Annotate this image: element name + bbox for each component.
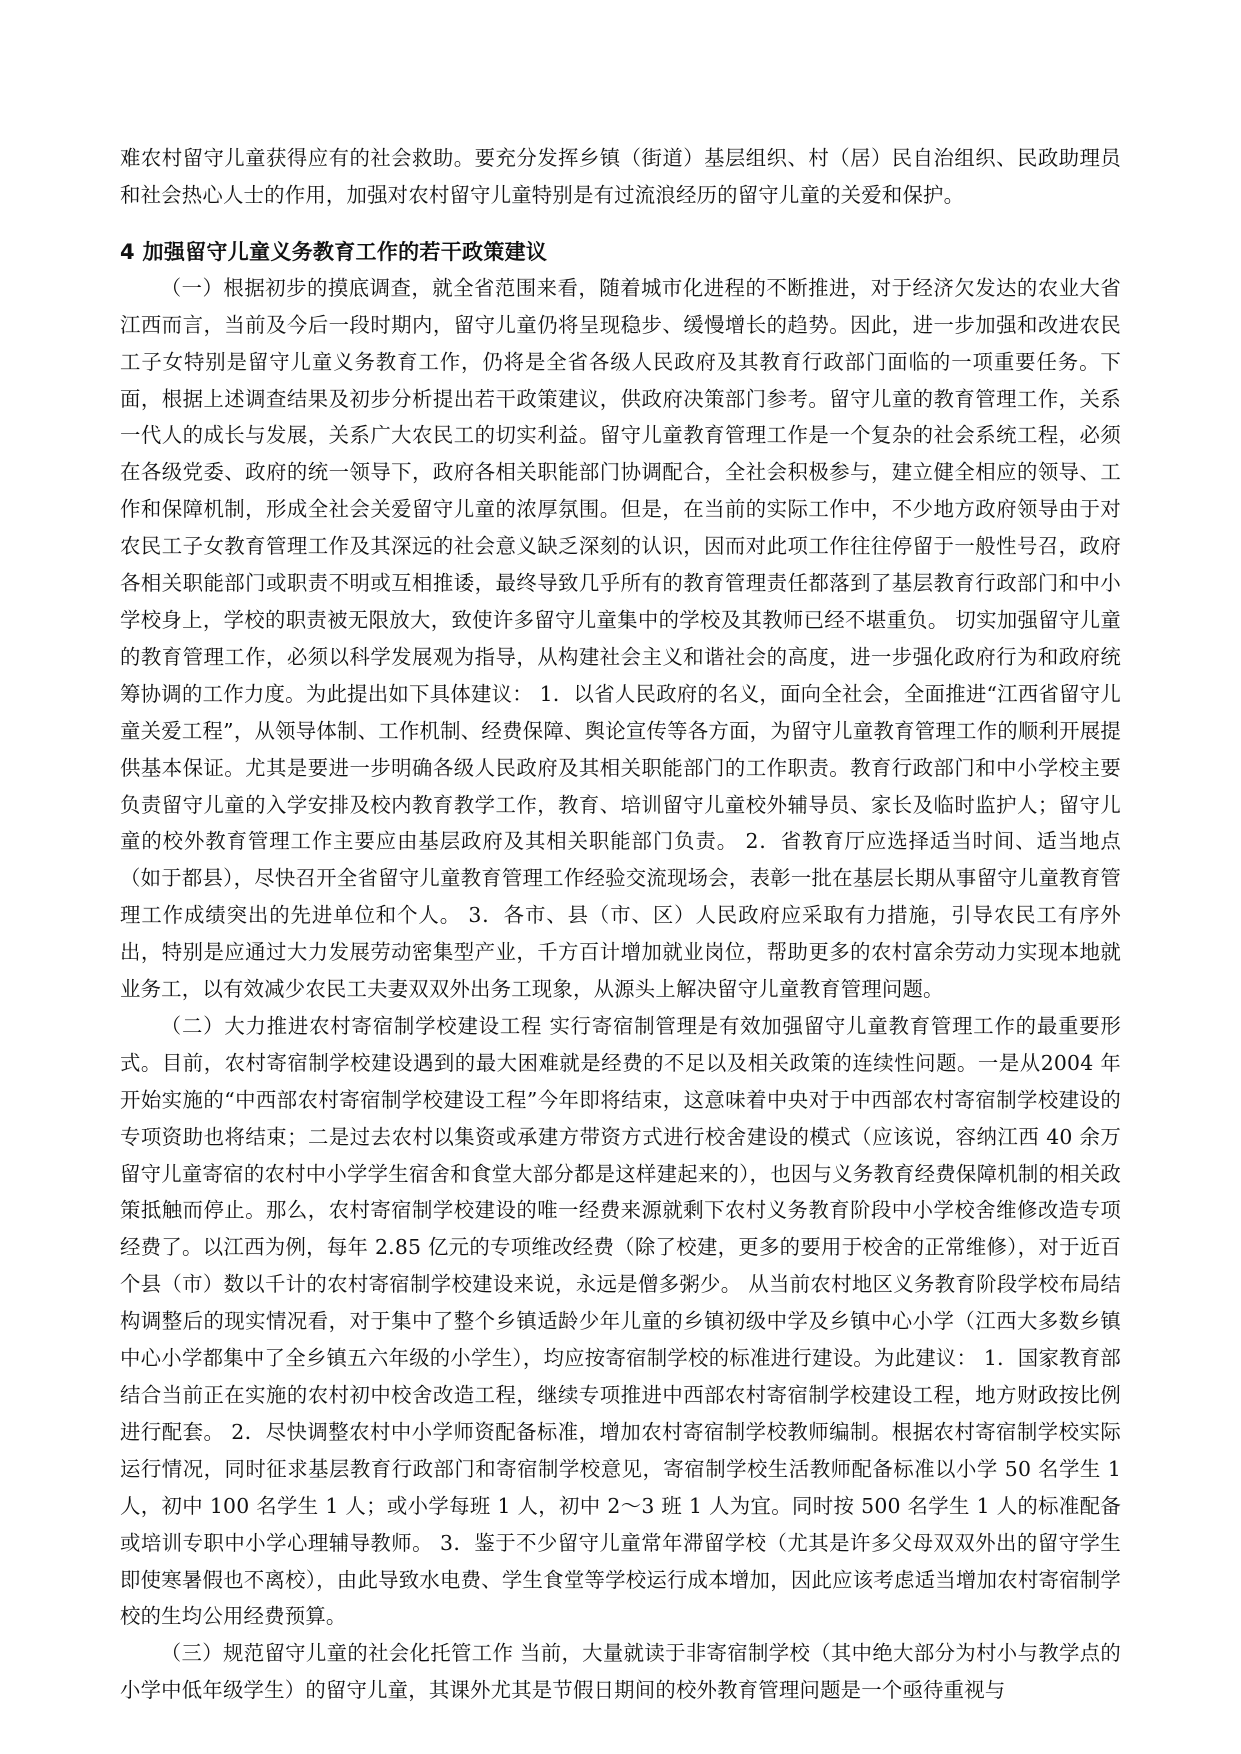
paragraph-3: （三）规范留守儿童的社会化托管工作 当前，大量就读于非寄宿制学校（其中绝大部分为村小与教学点的小学中低年级学生）的留守儿童，其课外尤其是节假日期间的校外教育管理问题是一个亟待重视与 xyxy=(120,1641,1121,1703)
continuation-paragraph: 难农村留守儿童获得应有的社会救助。要充分发挥乡镇（街道）基层组织、村（居）民自治组织、民政助理员和社会热心人士的作用，加强对农村留守儿童特别是有过流浪经历的留守儿童的关爱和保护。 xyxy=(120,146,1121,207)
paragraph-1: （一）根据初步的摸底调查，就全省范围来看，随着城市化进程的不断推进，对于经济欠发达的农业大省江西而言，当前及今后一段时期内，留守儿童仍将呈现稳步、缓慢增长的趋势。因此，进一步加强和改进农民工子女特别是留守儿童义务教育工作，仍将是全省各级人民政府及其教育行政部门面临的一项重要任务。下面，根据上述调查结果及初步分析提出若干政策建议，供政府决策部门参考。留守儿童的教育管理工作，关系一代人的成长与发展，关系广大农民工的切实利益。留守儿童教育管理工作是一个复杂的社会系统工程，必须在各级党委、政府的统一领导下，政府各相关职能部门协调配合，全社会积极参与，建立健全相应的领导、工作和保障机制，形成全社会关爱留守儿童的浓厚氛围。但是，在当前的实际工作中，不少地方政府领导由于对农民工子女教育管理工作及其深远的社会意义缺乏深刻的认识，因而对此项工作往往停留于一般性号召，政府各相关职能部门或职责不明或互相推诿，最终导致几乎所有的教育管理责任都落到了基层教育行政部门和中小学校身上，学校的职责被无限放大，致使许多留守儿童集中的学校及其教师已经不堪重负。 切实加强留守儿童的教育管理工作，必须以科学发展观为指导，从构建社会主义和谐社会的高度，进一步强化政府行为和政府统筹协调的工作力度。为此提出如下具体建议： 1．以省人民政府的名义，面向全社会，全面推进“江西省留守儿童关爱工程”，从领导体制、工作机制、经费保障、舆论宣传等各方面，为留守儿童教育管理工作的顺利开展提供基本保证。尤其是要进一步明确各级人民政府及其相关职能部门的工作职责。教育行政部门和中小学校主要负责留守儿童的入学安排及校内教育教学工作，教育、培训留守儿童校外辅导员、家长及临时监护人；留守儿童的校外教育管理工作主要应由基层政府及其相关职能部门负责。 2．省教育厅应选择适当时间、适当地点（如于都县），尽快召开全省留守儿童教育管理工作经验交流现场会，表彰一批在基层长期从事留守儿童教育管理工作成绩突出的先进单位和个人。 3．各市、县（市、区）人民政府应采取有力措施，引导农民工有序外出，特别是应通过大力发展劳动密集型产业，千方百计增加就业岗位，帮助更多的农村富余劳动力实现本地就业务工，以有效减少农民工夫妻双双外出务工现象，从源头上解决留守儿童教育管理问题。 xyxy=(120,275,1121,1002)
paragraph-2: （二）大力推进农村寄宿制学校建设工程 实行寄宿制管理是有效加强留守儿童教育管理工作的最重要形式。目前，农村寄宿制学校建设遇到的最大困难就是经费的不足以及相关政策的连续性问题。一是从2004 年开始实施的“中西部农村寄宿制学校建设工程”今年即将结束，这意味着中央对于中西部农村寄宿制学校建设的专项资助也将结束；二是过去农村以集资或承建方带资方式进行校舍建设的模式（应该说，容纳江西 40 余万留守儿童寄宿的农村中小学学生宿舍和食堂大部分都是这样建起来的），也因与义务教育经费保障机制的相关政策抵触而停止。那么，农村寄宿制学校建设的唯一经费来源就剩下农村义务教育阶段中小学校舍维修改造专项经费了。以江西为例，每年 2.85 亿元的专项维改经费（除了校建，更多的要用于校舍的正常维修），对于近百个县（市）数以千计的农村寄宿制学校建设来说，永远是僧多粥少。 从当前农村地区义务教育阶段学校布局结构调整后的现实情况看，对于集中了整个乡镇适龄少年儿童的乡镇初级中学及乡镇中心小学（江西大多数乡镇中心小学都集中了全乡镇五六年级的小学生），均应按寄宿制学校的标准进行建设。为此建议： 1．国家教育部结合当前正在实施的农村初中校舍改造工程，继续专项推进中西部农村寄宿制学校建设工程，地方财政按比例进行配套。 2．尽快调整农村中小学师资配备标准，增加农村寄宿制学校教师编制。根据农村寄宿制学校实际运行情况，同时征求基层教育行政部门和寄宿制学校意见，寄宿制学校生活教师配备标准以小学 50 名学生 1 人，初中 100 名学生 1 人；或小学每班 1 人，初中 2～3 班 1 人为宜。同时按 500 名学生 1 人的标准配备或培训专职中小学心理辅导教师。 3．鉴于不少留守儿童常年滞留学校（尤其是许多父母双双外出的留守学生即使寒暑假也不离校），由此导致水电费、学生食堂等学校运行成本增加，因此应该考虑适当增加农村寄宿制学校的生均公用经费预算。 xyxy=(120,1013,1121,1629)
section-heading: 4 加强留守儿童义务教育工作的若干政策建议 xyxy=(120,239,548,264)
document-page xyxy=(120,140,1121,1709)
